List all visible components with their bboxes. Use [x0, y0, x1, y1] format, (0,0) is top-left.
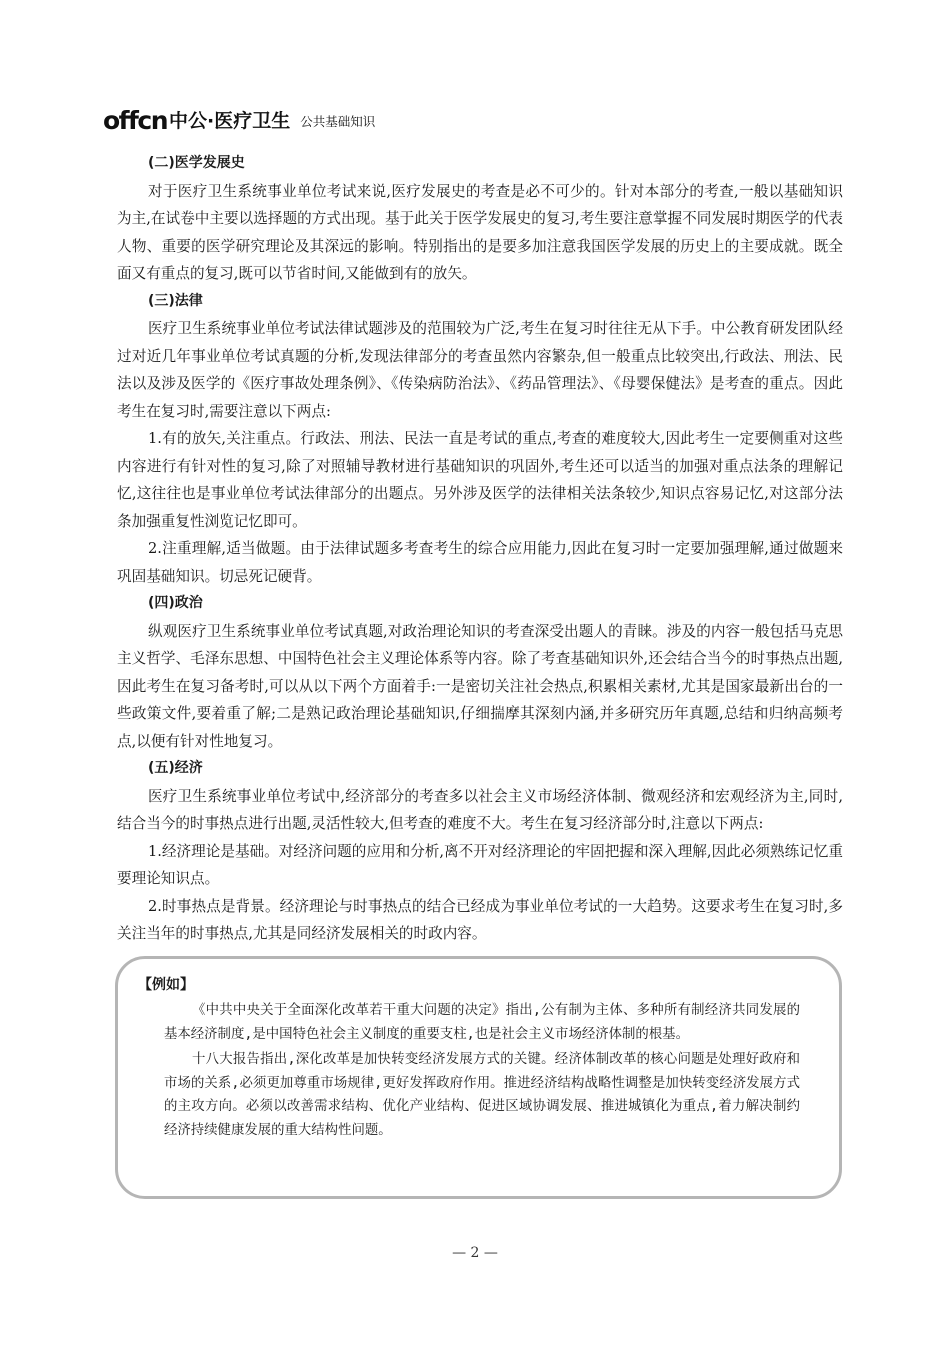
- paragraph: 对于医疗卫生系统事业单位考试来说,医疗发展史的考查是必不可少的。针对本部分的考查,一般以基础知识为主,在试卷中主要以选择题的方式出现。基于此关于医学发展史的复习,考生要注意掌握不同发展时期医学的代表人物、重要的医学研究理论及其深远的影响。特别指出的是要多加注意我国医学发展的历史上的主要成就。既全面又有重点的复习,既可以节省时间,又能做到有的放矢。: [117, 182, 843, 282]
- page-header: [103, 103, 375, 133]
- example-title: 【例如】: [138, 977, 194, 993]
- section-heading: (五)经济: [148, 760, 203, 776]
- paragraph: 1.有的放矢,关注重点。行政法、刑法、民法一直是考试的重点,考查的难度较大,因此考生一定要侧重对这些内容进行有针对性的复习,除了对照辅导教材进行基础知识的巩固外,考生还可以适当的加强对重点法条的理解记忆,这往往也是事业单位考试法律部分的出题点。另外涉及医学的法律相关法条较少,知识点容易记忆,对这部分法条加强重复性浏览记忆即可。: [117, 430, 843, 530]
- example-paragraph: 《中共中央关于全面深化改革若干重大问题的决定》指出,公有制为主体、多种所有制经济共同发展的基本经济制度,是中国特色社会主义制度的重要支柱,也是社会主义市场经济体制的根基。: [164, 1003, 800, 1042]
- section-medical-history: [117, 150, 843, 288]
- section-politics: [117, 590, 843, 755]
- paragraph: 纵观医疗卫生系统事业单位考试真题,对政治理论知识的考查深受出题人的青睐。涉及的内容一般包括马克思主义哲学、毛泽东思想、中国特色社会主义理论体系等内容。除了考查基础知识外,还会结合当今的时事热点出题,因此考生在复习备考时,可以从以下两个方面着手:一是密切关注社会热点,积累相关素材,尤其是国家最新出台的一些政策文件,要着重了解;二是熟记政治理论基础知识,仔细揣摩其深刻内涵,并多研究历年真题,总结和归纳高频考点,以便有针对性地复习。: [117, 622, 843, 750]
- example-box: [115, 956, 842, 1199]
- main-content: [117, 150, 843, 948]
- section-heading: (四)政治: [148, 595, 203, 611]
- section-heading: (三)法律: [148, 292, 203, 309]
- section-law: [117, 288, 843, 591]
- example-text: [164, 999, 800, 1144]
- paragraph: 1.经济理论是基础。对经济问题的应用和分析,离不开对经济理论的牢固把握和深入理解,因此必须熟练记忆重要理论知识点。: [117, 842, 843, 887]
- section-heading: (二)医学发展史: [148, 155, 245, 171]
- header-subtitle: 公共基础知识: [300, 114, 376, 129]
- paragraph: 医疗卫生系统事业单位考试中,经济部分的考查多以社会主义市场经济体制、微观经济和宏观经济为主,同时,结合当今的时事热点进行出题,灵活性较大,但考查的难度不大。考生在复习经济部分时,注意以下两点:: [117, 787, 843, 832]
- offcn-logo: offcn: [103, 106, 168, 135]
- paragraph: 2.时事热点是背景。经济理论与时事热点的结合已经成为事业单位考试的一大趋势。这要求考生在复习时,多关注当年的时事热点,尤其是同经济发展相关的时政内容。: [117, 897, 843, 942]
- page-number: — 2 —: [452, 1245, 498, 1261]
- example-paragraph: 十八大报告指出,深化改革是加快转变经济发展方式的关键。经济体制改革的核心问题是处理好政府和市场的关系,必须更加尊重市场规律,更好发挥政府作用。推进经济结构战略性调整是加快转变经济发展方式的主攻方向。必须以改善需求结构、优化产业结构、促进区域协调发展、推进城镇化为重点,着力解决制约经济持续健康发展的重大结构性问题。: [164, 1052, 800, 1138]
- brand-name: 中公·医疗卫生: [169, 110, 291, 132]
- paragraph: 医疗卫生系统事业单位考试法律试题涉及的范围较为广泛,考生在复习时往往无从下手。中公教育研发团队经过对近几年事业单位考试真题的分析,发现法律部分的考查虽然内容繁杂,但一般重点比较突出,行政法、刑法、民法以及涉及医学的《医疗事故处理条例》、《传染病防治法》、《药品管理法》、《母婴保健法》是考查的重点。因此考生在复习时,需要注意以下两点:: [117, 320, 843, 420]
- paragraph: 2.注重理解,适当做题。由于法律试题多考查考生的综合应用能力,因此在复习时一定要加强理解,通过做题来巩固基础知识。切忌死记硬背。: [117, 540, 843, 585]
- section-economics: [117, 755, 843, 948]
